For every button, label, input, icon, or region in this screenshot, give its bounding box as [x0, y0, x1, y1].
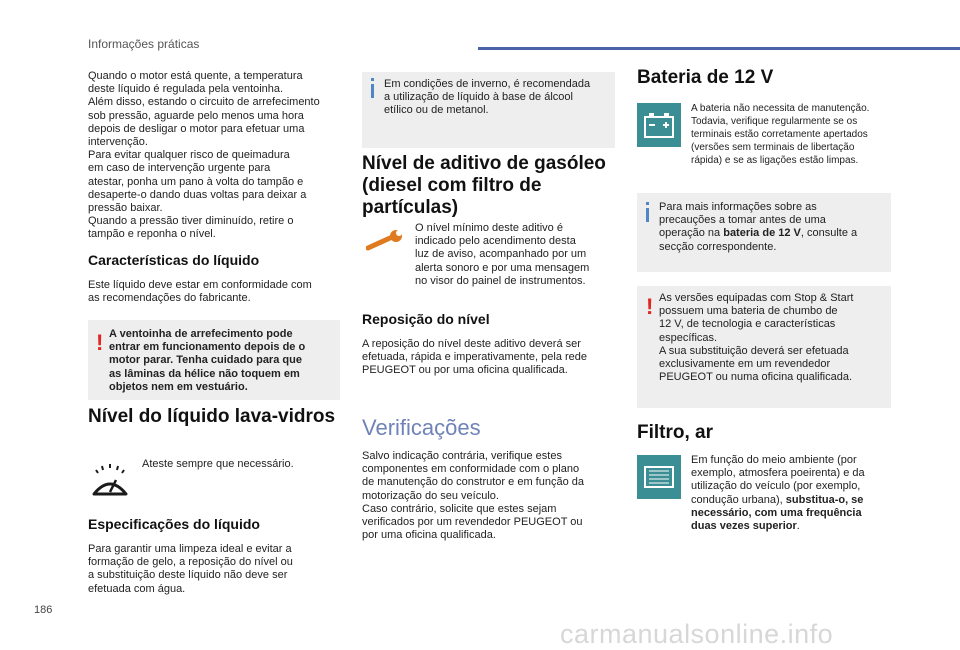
bateria-info-text: [659, 201, 887, 254]
filtro-text-bold: substitua-o, se necessário, com uma frequência duas vezes superior: [691, 493, 864, 533]
lava-vidros-heading: Nível do líquido lava-vidros: [88, 406, 336, 427]
lava-vidros-text: Ateste sempre que necessário.: [142, 458, 294, 470]
bateria-info-link: bateria de 12 V: [723, 227, 801, 240]
caracteristicas-heading: Características do líquido: [88, 252, 260, 268]
aditivo-heading: Nível de aditivo de gasóleo (diesel com filtro de partículas): [362, 153, 606, 218]
fan-warning-box: [88, 320, 340, 400]
cooling-intro-text: Quando o motor está quente, a temperatura deste líquido é regulada pela ventoinha. Além disso, estando o circuito de arrefecimento sob pressão, aguarde pelo menos uma hora depois de desligar o motor para efetuar uma intervenção. Para evitar qualquer risco de queimadura em caso de intervenção urgente para atestar, ponha um pano à volta do tampão e desaperte-o dando duas voltas para deixar a pressão baixar. Quando a pressão tiver diminuído, retire o tampão e reponha o nível.: [88, 70, 320, 241]
page-number: 186: [34, 604, 53, 616]
warning-icon: !: [96, 330, 104, 355]
wrench-warning-icon: [366, 230, 406, 252]
especificacoes-heading: Especificações do líquido: [88, 516, 260, 532]
bateria-heading: Bateria de 12 V: [637, 67, 774, 88]
bateria-info-box: [637, 193, 891, 272]
aditivo-text: O nível mínimo deste aditivo é indicado pelo acendimento desta luz de aviso, acompanhado por um alerta sonoro e por uma mensagem no visor do painel de instrumentos.: [415, 222, 590, 287]
fan-warning-text: A ventoinha de arrefecimento pode entrar em funcionamento depois de o motor parar. Tenha cuidado para que as lâminas da hélice não toquem em objetos nem em vestuário.: [109, 328, 306, 393]
bateria-info-text-a: Para mais informações sobre as precauções a tomar antes de uma operação na: [659, 201, 826, 240]
stop-start-warning-box: [637, 286, 891, 408]
verificacoes-text: Salvo indicação contrária, verifique estes componentes em conformidade com o plano de manutenção do construtor e em função da motorização do seu veículo. Caso contrário, solicite que estes sejam verificados por um revendedor PEUGEOT ou por uma oficina qualificada.: [362, 450, 584, 542]
washer-icon: [88, 460, 132, 500]
air-filter-icon: [637, 455, 681, 499]
winter-info-box: [362, 72, 615, 148]
stop-start-text: As versões equipadas com Stop & Start possuem uma bateria de chumbo de 12 V, de tecnologia e características específicas. A sua substituição deverá ser efetuada exclusivamente em um revendedor PEUGEOT ou numa oficina qualificada.: [659, 292, 854, 384]
reposicao-heading: Reposição do nível: [362, 311, 490, 327]
battery-icon: [637, 103, 681, 147]
header-bar: [478, 47, 960, 50]
especificacoes-text: Para garantir uma limpeza ideal e evitar a formação de gelo, a reposição do nível ou a substituição deste líquido não deve ser efetuada com água.: [88, 543, 293, 595]
caracteristicas-text: Este líquido deve estar em conformidade com as recomendações do fabricante.: [88, 279, 312, 305]
filtro-heading: Filtro, ar: [637, 422, 714, 443]
running-title: Informações práticas: [88, 37, 200, 51]
info-icon-bar: [371, 84, 374, 98]
verificacoes-heading: Verificações: [362, 415, 481, 440]
info-icon-bar: [646, 208, 649, 222]
winter-info-text: Em condições de inverno, é recomendada a utilização de líquido à base de álcool etílico ou de metanol.: [384, 78, 591, 117]
info-icon: [646, 202, 649, 205]
filtro-text-a: Em função do meio ambiente (por exemplo, atmosfera poeirenta) e da utilização do veículo (por exemplo, condução urbana),: [691, 454, 865, 506]
watermark: carmanualsonline.info: [560, 619, 834, 649]
bateria-text: A bateria não necessita de manutenção. Todavia, verifique regularmente se os terminais estão corretamente apertados (versões sem terminais de libertação rápida) e se as ligações estão limpas.: [691, 103, 870, 166]
filtro-text: [691, 454, 891, 533]
warning-icon: !: [646, 294, 654, 319]
bateria-info-text-b: , consulte a secção correspondente.: [659, 227, 858, 253]
reposicao-text: A reposição do nível deste aditivo deverá ser efetuada, rápida e imperativamente, pela rede PEUGEOT ou por uma oficina qualificada.: [362, 338, 588, 377]
filtro-text-b: .: [796, 520, 800, 533]
info-icon: [371, 78, 374, 81]
